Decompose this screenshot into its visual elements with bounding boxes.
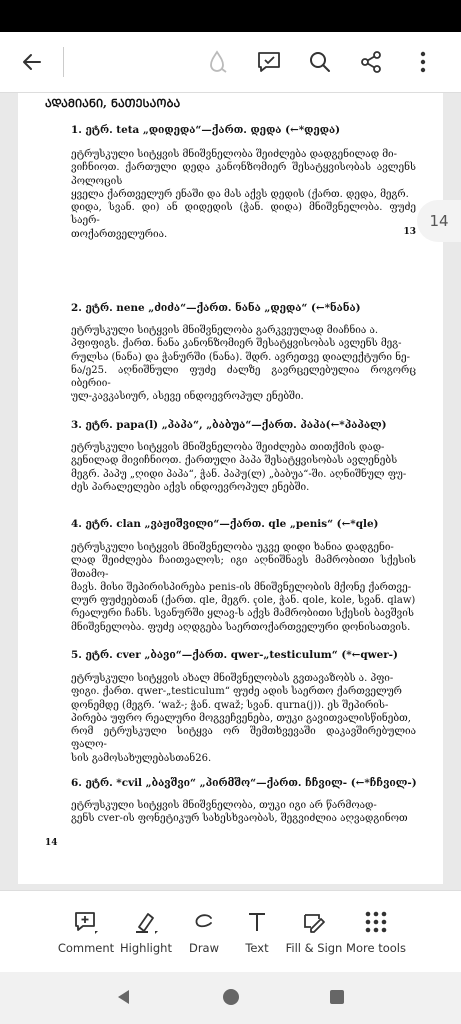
section-heading: ᲐᲓᲐᲛᲘᲐᲜᲘ, ᲜᲐᲗᲔᲡᲐᲝᲑᲐ bbox=[45, 96, 181, 110]
text-line: ფიგი. ქართ. qwer-„testiculum“ ფუძე ადის საერთო ქართველურ bbox=[71, 686, 402, 698]
text-line: ლურ ფუძეებთან (ქართ. qle, მეგრ. ҁоlе, ჭან. qole, kole, სვან. qlaw) bbox=[71, 595, 416, 607]
pdf-page-14 bbox=[18, 284, 443, 884]
more-tools-button[interactable] bbox=[341, 907, 411, 955]
text-label: Text bbox=[245, 941, 269, 955]
text-line: თოქართველურია. bbox=[71, 228, 168, 240]
text-line: გენილად მივიჩნიოთ. ქართული პაპა შესატყვისობას ავლენებს bbox=[71, 455, 398, 467]
text-line: დიდა, სვან. დი) ან დიდედის (ჭან. დიდა) მნიშვნელობა. ფუძე საერ- bbox=[71, 202, 416, 227]
page-number: 13 bbox=[403, 227, 416, 237]
text-line: დონემდე (მეგრ. ‘waž-; ჭან. qwaž; სვან. qurna(j)). ეს შეპირის- bbox=[71, 699, 389, 711]
entry-title-2: 2. ეტრ. nene „ძიძა“—ქართ. ნანა „დედა“ (←*ნანა) bbox=[71, 302, 361, 314]
comment-list-icon[interactable] bbox=[253, 46, 285, 78]
text-line: რეალური ჩანს. სვანურში ყლავ-ს აქვს მამრობითი სქესის ბავშვის bbox=[71, 608, 414, 620]
text-line: ყველა ქართველურ ენაში და მას აქვს დედის (ქართ. დედა, მეგრ. bbox=[71, 188, 409, 200]
toolbar-divider bbox=[63, 47, 64, 77]
text-line: ეტრუსკული სიტყვის მნიშვნელობა უკვე დიდი ხანია დადგენი- bbox=[71, 542, 394, 553]
entry-text-3 bbox=[71, 441, 416, 494]
text-line: ლად შეიძლება ჩაითვალოს; იგი აღნიშნავს მამრობითი სქესის შთამო- bbox=[71, 555, 416, 580]
text-line: ძეს პარალელები აქვს ინდოევროპულ ენებში. bbox=[71, 481, 310, 493]
status-bar bbox=[0, 0, 461, 32]
text-line: რომ ეტრუსკული სიტყვა ორ შემთხვევაში დაკავშირებულია ფალო- bbox=[71, 726, 416, 751]
text-line: რულსა (ნანა) და ჭანურში (ნანა). შდრ. ავრეთვე დიალექტური ნე- bbox=[71, 351, 411, 363]
entry-title-6: 6. ეტრ. *cvil „ბავშვი“ „პირმშო“—ქართ. ჩჩვილ- (←*ჩჩვილ-) bbox=[71, 777, 417, 789]
more-tools-label: More tools bbox=[346, 941, 406, 955]
read-aloud-icon[interactable] bbox=[201, 46, 233, 78]
more-icon[interactable] bbox=[407, 46, 439, 78]
search-icon[interactable] bbox=[304, 46, 336, 78]
back-icon[interactable] bbox=[16, 46, 48, 78]
text-line: ეტრუსკული სიტყვის მნიშვნელობა შეიძლება თითქმის დად- bbox=[71, 442, 385, 453]
share-icon[interactable] bbox=[355, 46, 387, 78]
text-line: მეგრ. პაპუ „ღიდი პაპა“, ჭან. პაპუ(ლ) „ბაბუა“-ში. აღნიშნულ ფუ- bbox=[71, 468, 407, 480]
entry-title-1: 1. ეტრ. teta „დიდედა“—ქართ. დედა (←*დედა) bbox=[71, 124, 341, 136]
entry-title-5: 5. ეტრ. cver „ბავი“—ქართ. qwer-„testiculum“ (*←qwer-) bbox=[71, 649, 398, 661]
entry-text-4 bbox=[71, 541, 416, 634]
text-line: ნა/ე25. აღნიშნული ფუძე ძალზე გავრცელებულია როგორც იბერიი- bbox=[71, 364, 416, 390]
text-line: მნიშვნელობა. ფუძე აღდგება საერთოქართველური დონისათვის. bbox=[71, 621, 411, 633]
page-number: 14 bbox=[45, 838, 58, 848]
bottom-toolbar bbox=[0, 890, 461, 973]
document-view[interactable] bbox=[0, 93, 461, 890]
text-line: გენს cver-ის ფონეტიკურ სახესხვაობას, შეგვიძლია აღვადგინოთ bbox=[71, 813, 408, 825]
nav-home-icon[interactable] bbox=[222, 988, 240, 1010]
fill-sign-icon bbox=[279, 907, 349, 937]
entry-text-2 bbox=[71, 324, 416, 404]
text-line: ეტრუსკული სიტყვის ახალ მნიშვნელობას გვთავაზობს ა. პფი- bbox=[71, 673, 394, 684]
fill-sign-label: Fill & Sign bbox=[285, 941, 343, 955]
nav-recents-icon[interactable] bbox=[328, 988, 346, 1010]
system-nav-bar bbox=[0, 972, 461, 1024]
text-line: პირება უფრო რეალური მოგვეჩვენება, თუკი გავითვალისწინებთ, bbox=[71, 712, 411, 724]
text-line: სის გამოსახულებასთან26. bbox=[71, 752, 212, 764]
entry-title-3: 3. ეტრ. papa(l) „პაპა“, „ბაბუა“—ქართ. პაპა(←*პაპალ) bbox=[71, 419, 387, 431]
nav-back-icon[interactable] bbox=[115, 988, 133, 1010]
text-line: მავს. მისი შეპირისპირება penis-ის მნიშვნელობის მქონე ქართვე- bbox=[71, 581, 412, 593]
text-line: პფიფიგს. ქართ. ნანა კანონზომიერ შესატყვისობას ავლენს მეგ- bbox=[71, 338, 402, 350]
text-line: ეტრუსკული სიტყვის მნიშვნელობა გარკვეულად მიაჩნია ა. bbox=[71, 325, 379, 336]
text-line: ულ-კავკასიურ, ასევე ინდოევროპულ ენებში. bbox=[71, 391, 304, 403]
top-app-bar bbox=[0, 32, 461, 93]
highlight-label: Highlight bbox=[120, 941, 172, 955]
fill-sign-button[interactable] bbox=[279, 907, 349, 955]
entry-text-6 bbox=[71, 799, 416, 826]
comment-label: Comment bbox=[57, 941, 115, 955]
text-line: ვიჩნიოთ. ქართული დედა კანონზომიერ შესატყვისობას ავლენს პოლოცის bbox=[71, 162, 416, 187]
text-line: ეტრუსკული სიტყვის მნიშვნელობა შეიძლება დადგენილად მი- bbox=[71, 149, 398, 160]
text-line: ეტრუსკული სიტყვის მნიშვნელობა, თუკი იგი არ წარმოად- bbox=[71, 800, 377, 811]
page-indicator[interactable]: 14 bbox=[417, 200, 461, 242]
grid-icon bbox=[341, 907, 411, 937]
entry-text-1 bbox=[71, 148, 416, 241]
draw-label: Draw bbox=[188, 941, 220, 955]
entry-title-4: 4. ეტრ. clan „ვაჟიშვილი“—ქართ. qle „penis“ (←*qle) bbox=[71, 518, 379, 530]
entry-text-5 bbox=[71, 672, 416, 765]
